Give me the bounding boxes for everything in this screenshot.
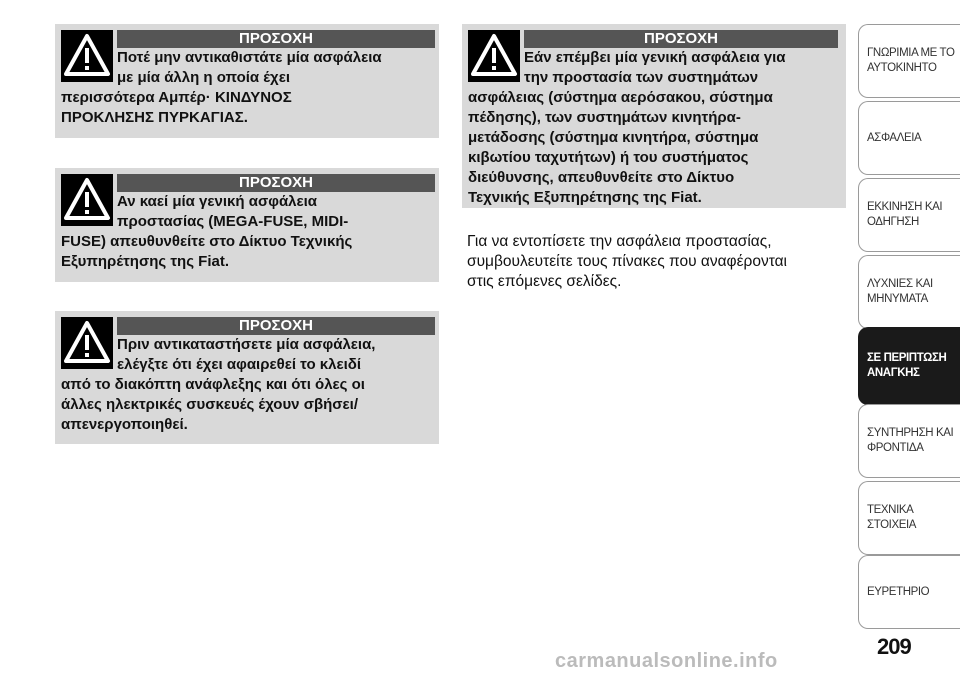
page-number: 209 xyxy=(877,634,911,659)
tab-starting-driving[interactable]: ΕΚΚΙΝΗΣΗ ΚΑΙ ΟΔΗΓΗΣΗ xyxy=(858,178,960,252)
warning-text-line: κιβωτίου ταχυτήτων) ή του συστήματος xyxy=(468,149,749,166)
warning-text-line: Αν καεί μία γενική ασφάλεια xyxy=(117,193,318,210)
warning-text-line: FUSE) απευθυνθείτε στο Δίκτυο Τεχνικής xyxy=(61,233,353,250)
warning-box-1 xyxy=(55,24,439,138)
warning-text-line: μετάδοσης (σύστημα κινητήρα, σύστημα xyxy=(468,129,759,146)
warning-text-line: απενεργοποιηθεί. xyxy=(61,416,188,433)
warning-text-line: διεύθυνσης, απευθυνθείτε στο Δίκτυο xyxy=(468,169,735,186)
tab-warning-lights[interactable]: ΛΥΧΝΙΕΣ ΚΑΙ ΜΗΝΥΜΑΤΑ xyxy=(858,255,960,329)
warning-heading: ΠΡΟΣΟΧΗ xyxy=(117,174,435,192)
tab-safety[interactable]: ΑΣΦΑΛΕΙΑ xyxy=(858,101,960,175)
warning-box-3 xyxy=(55,311,439,444)
warning-text xyxy=(61,192,433,272)
warning-text-line: άλλες ηλεκτρικές συσκευές έχουν σβήσει/ xyxy=(61,396,358,413)
warning-text-line: ελέγξτε ότι έχει αφαιρεθεί το κλειδί xyxy=(117,356,362,373)
warning-heading: ΠΡΟΣΟΧΗ xyxy=(117,30,435,48)
tab-maintenance[interactable]: ΣΥΝΤΗΡΗΣΗ ΚΑΙ ΦΡΟΝΤΙΔΑ xyxy=(858,404,960,478)
watermark: carmanualsonline.info xyxy=(555,650,778,672)
tab-vehicle-intro[interactable]: ΓΝΩΡΙΜΙΑ ΜΕ ΤΟ ΑΥΤΟΚΙΝΗΤΟ xyxy=(858,24,960,98)
tab-emergency[interactable]: ΣΕ ΠΕΡΙΠΤΩΣΗ ΑΝΑΓΚΗΣ xyxy=(858,327,960,405)
warning-text-line: Πριν αντικαταστήσετε μία ασφάλεια, xyxy=(117,336,376,353)
warning-box-2 xyxy=(55,168,439,282)
warning-text-line: την προστασία των συστημάτων xyxy=(524,69,759,86)
body-paragraph: Για να εντοπίσετε την ασφάλεια προστασίας, συμβουλευτείτε τους πίνακες που αναφέρονται στις επόμενες σελίδες. xyxy=(467,233,788,290)
warning-text-line: Τεχνικής Εξυπηρέτησης της Fiat. xyxy=(468,189,702,206)
warning-text-line: από το διακόπτη ανάφλεξης και ότι όλες οι xyxy=(61,376,365,393)
warning-text-line: Εάν επέμβει μία γενική ασφάλεια για xyxy=(524,49,786,66)
warning-text xyxy=(468,48,840,208)
warning-text-line: προστασίας (MEGA-FUSE, MIDI- xyxy=(117,213,349,230)
warning-heading: ΠΡΟΣΟΧΗ xyxy=(117,317,435,335)
warning-heading: ΠΡΟΣΟΧΗ xyxy=(524,30,838,48)
warning-text-line: Ποτέ μην αντικαθιστάτε μία ασφάλεια xyxy=(117,49,382,66)
warning-text-line: περισσότερα Αμπέρ· ΚΙΝΔΥΝΟΣ xyxy=(61,89,292,106)
tab-index[interactable]: ΕΥΡΕΤΗΡΙΟ xyxy=(858,555,960,629)
warning-text-line: ΠΡΟΚΛΗΣΗΣ ΠΥΡΚΑΓΙΑΣ. xyxy=(61,109,248,126)
warning-text xyxy=(61,48,433,128)
warning-box-4 xyxy=(462,24,846,208)
warning-text-line: ασφάλειας (σύστημα αερόσακου, σύστημα xyxy=(468,89,773,106)
warning-text-line: Εξυπηρέτησης της Fiat. xyxy=(61,253,230,270)
warning-text-line: με μία άλλη η οποία έχει xyxy=(117,69,290,86)
warning-text-line: πέδησης), των συστημάτων κινητήρα- xyxy=(468,109,741,126)
warning-text xyxy=(61,335,433,435)
tab-technical-data[interactable]: ΤΕΧΝΙΚΑ ΣΤΟΙΧΕΙΑ xyxy=(858,481,960,555)
